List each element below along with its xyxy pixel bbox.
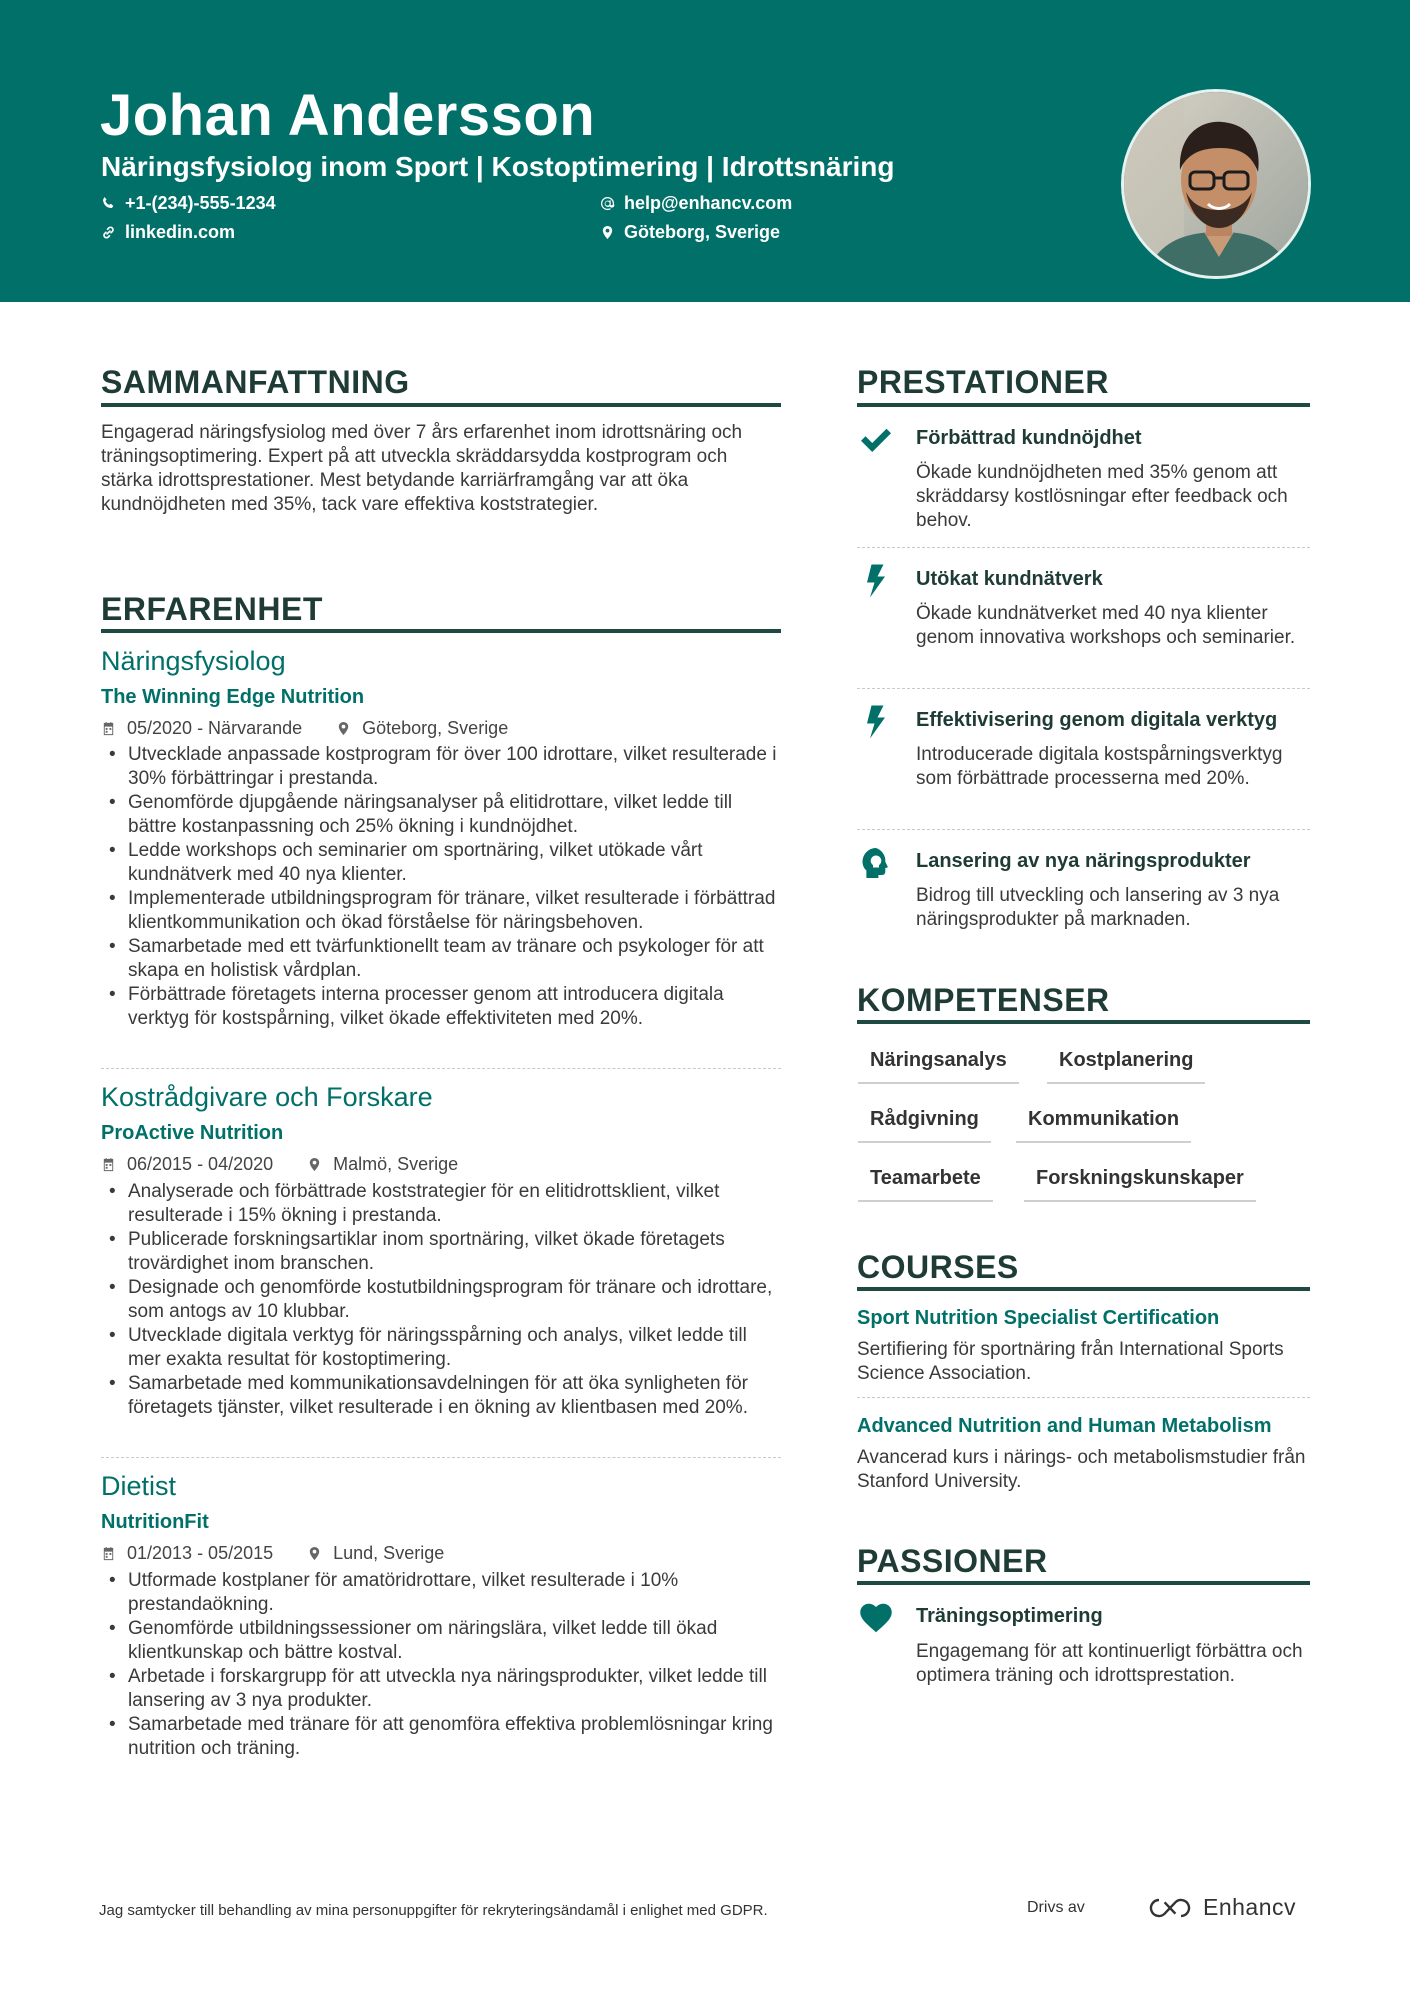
bullet-item: • Utvecklade digitala verktyg för näringsspårning och analys, vilket ledde till mer exakta resultat för kostoptimering.	[101, 1324, 781, 1372]
location-pin-icon	[307, 1546, 322, 1561]
at-icon	[600, 196, 615, 211]
bullet-item: • Utformade kostplaner för amatöridrottare, vilket resulterade i 10% prestandaökning.	[101, 1569, 781, 1617]
head-idea-icon	[858, 845, 898, 885]
lightning-icon	[858, 704, 898, 744]
summary-divider	[101, 403, 781, 407]
achievement-desc: Ökade kundnätverket med 40 nya klienter genom innovativa workshops och seminarier.	[916, 603, 1296, 648]
course-desc: Avancerad kurs i närings- och metabolismstudier från Stanford University.	[857, 1447, 1306, 1492]
heart-icon	[858, 1600, 898, 1640]
location-pin-icon	[600, 225, 615, 240]
location-pin-icon	[307, 1157, 322, 1172]
job-title: Kostrådgivare och Forskare	[101, 1082, 433, 1112]
bullet-item: • Arbetade i forskargrupp för att utveckla nya näringsprodukter, vilket ledde till lansering av 3 nya produkter.	[101, 1665, 781, 1713]
lightning-icon	[858, 563, 898, 603]
bullet-item: • Samarbetade med kommunikationsavdelningen för att öka synligheten för företagets tjänster, vilket resulterade i en ökning av klientbasen med 20%.	[101, 1372, 781, 1420]
achievement-separator	[857, 688, 1310, 689]
job-meta	[101, 1154, 458, 1175]
skill-tag: Forskningskunskaper	[1024, 1167, 1256, 1202]
calendar-icon	[101, 721, 116, 736]
achievement-title: Lansering av nya näringsprodukter	[916, 850, 1251, 872]
achievement-title: Utökat kundnätverk	[916, 568, 1103, 590]
resume-header	[0, 0, 1410, 302]
bullet-item: • Samarbetade med ett tvärfunktionellt team av tränare och psykologer för att skapa en holistisk vårdplan.	[101, 935, 781, 983]
profile-photo	[1121, 89, 1311, 279]
linkedin-text: linkedin.com	[125, 222, 236, 242]
passions-divider	[857, 1581, 1310, 1585]
job-location: Lund, Sverige	[333, 1543, 445, 1563]
achievement-desc: Bidrog till utveckling och lansering av 3 nya näringsprodukter på marknaden.	[916, 885, 1280, 930]
company-name: The Winning Edge Nutrition	[101, 686, 365, 708]
skill-tag: Kostplanering	[1047, 1049, 1205, 1084]
linkedin-contact[interactable]	[101, 222, 235, 243]
achievement-desc: Ökade kundnöjdheten med 35% genom att skräddarsy kostlösningar efter feedback och behov.	[916, 462, 1288, 531]
job-bullets	[101, 1180, 781, 1420]
bullet-item: • Genomförde djupgående näringsanalyser på elitidrottare, vilket ledde till bättre kostanpassning och 25% ökning i kundnöjdhet.	[101, 791, 781, 839]
calendar-icon	[101, 1546, 116, 1561]
experience-heading: ERFARENHET	[101, 591, 323, 627]
phone-contact	[101, 193, 276, 214]
skill-tag: Näringsanalys	[858, 1049, 1019, 1084]
bullet-item: • Genomförde utbildningssessioner om näringslära, vilket ledde till ökad klientkunskap och bättre kostval.	[101, 1617, 781, 1665]
location-text: Göteborg, Sverige	[624, 222, 781, 242]
bullet-item: • Ledde workshops och seminarier om sportnäring, vilket utökade vårt kundnätverk med 40 nya klienter.	[101, 839, 781, 887]
bullet-item: • Implementerade utbildningsprogram för tränare, vilket resulterade i förbättrad klientkommunikation och ökad förståelse för näringsbehoven.	[101, 887, 781, 935]
enhancv-logo[interactable]	[1147, 1894, 1296, 1921]
courses-divider	[857, 1287, 1310, 1291]
achievement-separator	[857, 547, 1310, 548]
job-dates: 05/2020 - Närvarande	[127, 718, 303, 738]
candidate-name: Johan Andersson	[100, 83, 596, 148]
skill-tag: Teamarbete	[858, 1167, 993, 1202]
phone-text: +1-(234)-555-1234	[125, 193, 276, 213]
job-title: Näringsfysiolog	[101, 646, 286, 676]
calendar-icon	[101, 1157, 116, 1172]
course-desc: Sertifiering för sportnäring från International Sports Science Association.	[857, 1339, 1284, 1384]
job-location: Malmö, Sverige	[333, 1154, 459, 1174]
bullet-item: • Förbättrade företagets interna processer genom att introducera digitala verktyg för kostspårning, vilket ökade effektiviteten med 20%.	[101, 983, 781, 1031]
achievement-title: Effektivisering genom digitala verktyg	[916, 709, 1278, 731]
course-title: Advanced Nutrition and Human Metabolism	[857, 1415, 1272, 1437]
job-location: Göteborg, Sverige	[362, 718, 509, 738]
courses-heading: COURSES	[857, 1249, 1019, 1285]
checkmark-icon	[858, 422, 898, 462]
bullet-item: • Publicerade forskningsartiklar inom sportnäring, vilket ökade företagets trovärdighet inom branschen.	[101, 1228, 781, 1276]
company-name: NutritionFit	[101, 1511, 209, 1533]
location-contact	[600, 222, 780, 243]
bullet-item: • Analyserade och förbättrade koststrategier för en elitidrottsklient, vilket resulterade i 15% ökning i prestanda.	[101, 1180, 781, 1228]
skill-tag: Rådgivning	[858, 1108, 991, 1143]
enhancv-logo-icon	[1147, 1896, 1193, 1920]
summary-text: Engagerad näringsfysiolog med över 7 års erfarenhet inom idrottsnäring och träningsoptimering. Expert på att utveckla skräddarsydda kostprogram och stärka idrottsprestationer. Mest betydande karriärframgång var att öka kundnöjdheten med 35%, tack vare effektiva koststrategier.	[101, 422, 743, 515]
course-title: Sport Nutrition Specialist Certification	[857, 1307, 1220, 1329]
job-title: Dietist	[101, 1471, 177, 1501]
gdpr-consent: Jag samtycker till behandling av mina personuppgifter för rekryteringsändamål i enlighet med GDPR.	[99, 1902, 768, 1919]
achievement-desc: Introducerade digitala kostspårningsverktyg som förbättrade processerna med 20%.	[916, 744, 1283, 789]
passion-title: Träningsoptimering	[916, 1605, 1103, 1627]
location-pin-icon	[336, 721, 351, 736]
candidate-headline: Näringsfysiolog inom Sport | Kostoptimering | Idrottsnäring	[101, 151, 895, 182]
job-meta	[101, 1543, 444, 1564]
skills-divider	[857, 1020, 1310, 1024]
achievement-separator	[857, 829, 1310, 830]
job-meta	[101, 718, 508, 739]
job-dates: 06/2015 - 04/2020	[127, 1154, 274, 1174]
passions-heading: PASSIONER	[857, 1543, 1048, 1579]
job-bullets	[101, 1569, 781, 1761]
summary-heading: SAMMANFATTNING	[101, 364, 410, 400]
email-contact[interactable]	[600, 193, 792, 214]
skills-heading: KOMPETENSER	[857, 982, 1110, 1018]
passion-desc: Engagemang för att kontinuerligt förbättra och optimera träning och idrottsprestation.	[916, 1641, 1303, 1686]
bullet-item: • Utvecklade anpassade kostprogram för över 100 idrottare, vilket resulterade i 30% förbättringar i prestanda.	[101, 743, 781, 791]
enhancv-logo-text: Enhancv	[1203, 1894, 1297, 1920]
course-separator	[857, 1397, 1310, 1398]
phone-icon	[101, 196, 116, 211]
email-text: help@enhancv.com	[624, 193, 793, 213]
link-icon	[101, 225, 116, 240]
experience-divider	[101, 629, 781, 633]
bullet-item: • Designade och genomförde kostutbildningsprogram för tränare och idrottare, som antogs av 10 klubbar.	[101, 1276, 781, 1324]
achievements-divider	[857, 403, 1310, 407]
achievements-heading: PRESTATIONER	[857, 364, 1109, 400]
job-separator	[101, 1457, 781, 1458]
skill-tag: Kommunikation	[1016, 1108, 1191, 1143]
bullet-item: • Samarbetade med tränare för att genomföra effektiva problemlösningar kring nutrition och träning.	[101, 1713, 781, 1761]
company-name: ProActive Nutrition	[101, 1122, 284, 1144]
job-bullets	[101, 743, 781, 1031]
powered-by-label: Drivs av	[1027, 1899, 1085, 1916]
achievement-title: Förbättrad kundnöjdhet	[916, 427, 1142, 449]
job-dates: 01/2013 - 05/2015	[127, 1543, 274, 1563]
job-separator	[101, 1068, 781, 1069]
